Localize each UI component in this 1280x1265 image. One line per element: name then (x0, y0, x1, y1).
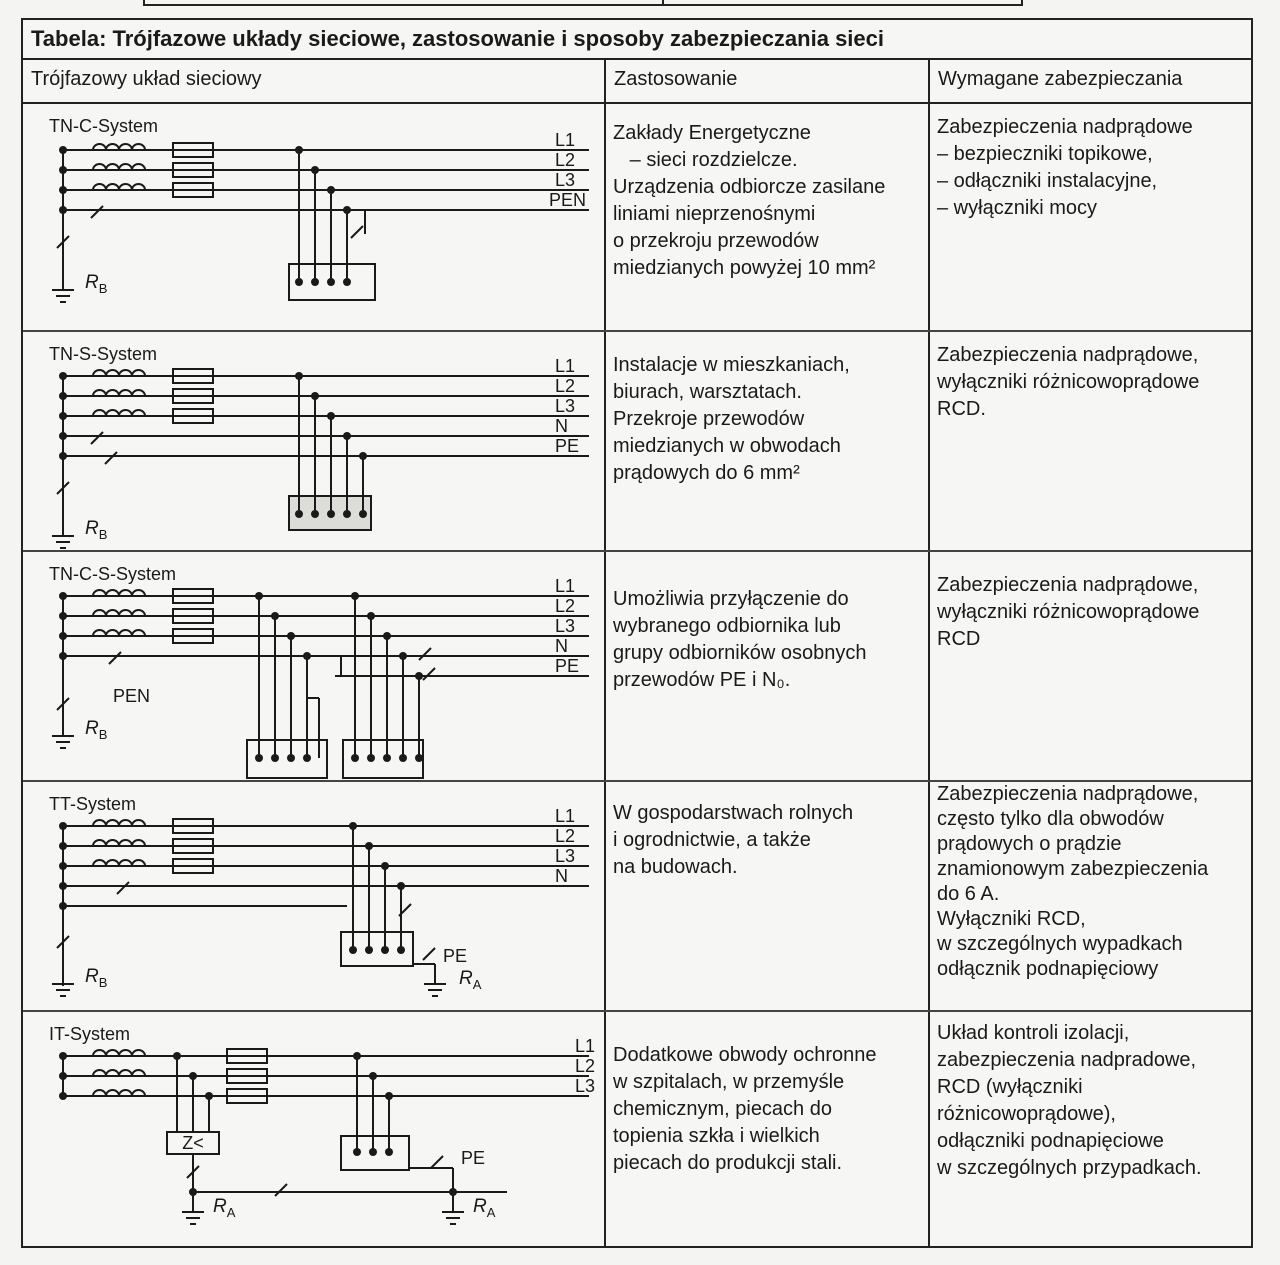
protection-text (937, 114, 1193, 222)
tap-node (205, 1092, 213, 1100)
application-line: Urządzenia odbiorcze zasilane (613, 176, 886, 198)
column-divider-1 (604, 60, 606, 1246)
switch-mark (105, 452, 117, 464)
protection-line: do 6 A. (937, 883, 1000, 905)
terminal-dot (327, 278, 335, 286)
terminal-dot (287, 754, 295, 762)
circuit-diagram (27, 104, 602, 332)
application-text (613, 1042, 877, 1177)
ground-label: $R_B$ (85, 272, 108, 296)
tap-node (415, 672, 423, 680)
wire-label: L1 (555, 806, 576, 826)
wire-label: L2 (555, 150, 576, 170)
wire-label: L3 (555, 616, 576, 636)
switch-mark (423, 948, 435, 960)
application-line: biurach, warsztatach. (613, 381, 802, 403)
application-text (613, 586, 867, 694)
protection-line: Wyłączniki RCD, (937, 908, 1086, 930)
terminal-dot (351, 754, 359, 762)
protection-line: różnicowoprądowe), (937, 1103, 1116, 1125)
protection-text (937, 1020, 1202, 1182)
circuit-diagram (27, 332, 602, 552)
protection-line: prądowych o prądzie (937, 833, 1122, 855)
wire-label: L2 (555, 376, 576, 396)
wire-label: PE (555, 436, 580, 456)
circuit-diagram (27, 782, 602, 1012)
network-systems-table (21, 18, 1253, 1248)
application-text (613, 120, 885, 282)
tap-node (271, 612, 279, 620)
application-line: wybranego odbiornika lub (613, 615, 841, 637)
tap-node (311, 392, 319, 400)
protection-line: Układ kontroli izolacji, (937, 1022, 1130, 1044)
protection-line: – wyłączniki mocy (937, 197, 1098, 219)
wire-label: L2 (555, 596, 576, 616)
ground-symbol (182, 1212, 204, 1224)
wire-label: L3 (555, 396, 576, 416)
ground-label: $R_B$ (85, 966, 108, 990)
application-line: – sieci rozdzielcze. (613, 149, 798, 171)
protection-line: wyłączniki różnicowoprądowe (937, 371, 1200, 393)
terminal-dot (255, 754, 263, 762)
protection-line: w szczególnych wypadkach (937, 933, 1183, 955)
terminal-dot (365, 946, 373, 954)
protection-text (937, 782, 1208, 982)
protection-line: Zabezpieczenia nadprądowe, (937, 574, 1199, 596)
tap-node (327, 186, 335, 194)
wire-node (59, 412, 67, 420)
wire-label: L1 (555, 356, 576, 376)
tap-node (353, 1052, 361, 1060)
ground-symbol (52, 736, 74, 748)
application-line: Zakłady Energetyczne (613, 122, 811, 144)
switch-mark (351, 226, 363, 238)
wire-label: L1 (555, 130, 576, 150)
application-line: liniami nieprzenośnymi (613, 203, 816, 225)
wire-node (59, 392, 67, 400)
wire-label: N (555, 416, 568, 436)
application-line: i ogrodnictwie, a także (613, 829, 811, 851)
protection-line: RCD (wyłączniki (937, 1076, 1083, 1098)
protection-line: znamionowym zabezpieczenia (937, 858, 1209, 880)
switch-mark (431, 1156, 443, 1168)
tap-node (287, 632, 295, 640)
application-line: Dodatkowe obwody ochronne (613, 1044, 877, 1066)
header-system: Trójfazowy układ sieciowy (23, 60, 606, 104)
switch-mark (423, 668, 435, 680)
pen-label: PEN (113, 686, 151, 706)
protection-line: odłączniki podnapięciowe (937, 1130, 1164, 1152)
terminal-dot (327, 510, 335, 518)
tap-node (327, 412, 335, 420)
wire-node (59, 206, 67, 214)
header-application: Zastosowanie (606, 60, 930, 104)
terminal-dot (311, 278, 319, 286)
ground-symbol (52, 536, 74, 548)
switch-mark (91, 432, 103, 444)
wire-label: PEN (549, 190, 587, 210)
protection-text (937, 342, 1199, 423)
wire-node (59, 372, 67, 380)
terminal-dot (295, 510, 303, 518)
wire-label: L1 (555, 576, 576, 596)
wire-label: L2 (555, 826, 576, 846)
application-line: W gospodarstwach rolnych (613, 802, 854, 824)
protection-line: zabezpieczenia nadpradowe, (937, 1049, 1197, 1071)
tap-node (385, 1092, 393, 1100)
tap-node (255, 592, 263, 600)
terminal-dot (399, 754, 407, 762)
application-line: grupy odbiorników osobnych (613, 642, 867, 664)
terminal-dot (353, 1148, 361, 1156)
switch-mark (117, 882, 129, 894)
tap-node (343, 432, 351, 440)
protection-line: odłącznik podnapięciowy (937, 958, 1159, 980)
application-line: przewodów PE i N₀. (613, 669, 791, 691)
tap-node (381, 862, 389, 870)
top-strip (143, 0, 1023, 6)
tap-node (303, 652, 311, 660)
tap-node (349, 822, 357, 830)
header-protection: Wymagane zabezpieczania (930, 60, 1253, 104)
system-name: TN-C-System (49, 116, 158, 136)
ground-label-2: $R_A$ (459, 968, 482, 992)
application-line: piecach do produkcji stali. (613, 1152, 843, 1174)
circuit-diagram (27, 552, 602, 782)
wire-node (59, 452, 67, 460)
terminal-dot (385, 1148, 393, 1156)
tap-node (359, 452, 367, 460)
system-name: TT-System (49, 794, 137, 814)
system-name: IT-System (49, 1024, 131, 1044)
application-line: Instalacje w mieszkaniach, (613, 354, 850, 376)
terminal-dot (415, 754, 423, 762)
application-text (613, 800, 853, 881)
monitor-label: Z< (182, 1133, 204, 1153)
ground-symbol (52, 290, 74, 302)
ground-label: $R_B$ (85, 518, 108, 542)
switch-mark (419, 648, 431, 660)
wire-node (59, 166, 67, 174)
protection-line: często tylko dla obwodów (937, 808, 1164, 830)
switch-mark (275, 1184, 287, 1196)
tap-node (399, 652, 407, 660)
application-line: na budowach. (613, 856, 738, 878)
tap-node (367, 612, 375, 620)
protection-line: Zabezpieczenia nadprądowe, (937, 344, 1199, 366)
terminal-dot (311, 510, 319, 518)
wire-node (59, 432, 67, 440)
tap-node (295, 372, 303, 380)
tap-node (369, 1072, 377, 1080)
top-strip-divider (662, 0, 664, 6)
system-name: TN-S-System (49, 344, 157, 364)
column-divider-2 (928, 60, 930, 1246)
application-line: miedzianych powyżej 10 mm² (613, 257, 876, 279)
terminal-dot (381, 946, 389, 954)
pe-label: PE (443, 946, 468, 966)
wire-label: L3 (555, 846, 576, 866)
switch-mark (109, 652, 121, 664)
protection-line: RCD. (937, 398, 986, 420)
system-name: TN-C-S-System (49, 564, 176, 584)
terminal-dot (271, 754, 279, 762)
circuit-diagram (27, 1012, 602, 1248)
tap-node (173, 1052, 181, 1060)
table-title: Tabela: Trójfazowe układy sieciowe, zastosowanie i sposoby zabezpieczania sieci (23, 20, 1251, 60)
protection-line: wyłączniki różnicowoprądowe (937, 601, 1200, 623)
wire-node (59, 186, 67, 194)
application-text (613, 352, 850, 487)
application-line: prądowych do 6 mm² (613, 462, 800, 484)
ground-symbol-2 (442, 1212, 464, 1224)
pe-label: PE (461, 1148, 486, 1168)
tap-node (351, 592, 359, 600)
application-line: miedzianych w obwodach (613, 435, 841, 457)
wire-node (59, 146, 67, 154)
tap-node (311, 166, 319, 174)
tap-node (397, 882, 405, 890)
wire-label: L3 (575, 1076, 596, 1096)
wire-label: N (555, 636, 568, 656)
application-line: Umożliwia przyłączenie do (613, 588, 849, 610)
application-line: chemicznym, piecach do (613, 1098, 832, 1120)
terminal-dot (369, 1148, 377, 1156)
wire-label: PE (555, 656, 580, 676)
ground-label: $R_B$ (85, 718, 108, 742)
protection-line: Zabezpieczenia nadprądowe, (937, 783, 1199, 805)
wire-label: L1 (575, 1036, 596, 1056)
tap-node (383, 632, 391, 640)
protection-line: w szczególnych przypadkach. (937, 1157, 1202, 1179)
ground-symbol-2 (424, 984, 446, 996)
tap-node (189, 1072, 197, 1080)
wire-label: L2 (575, 1056, 596, 1076)
tap-node (343, 206, 351, 214)
terminal-dot (383, 754, 391, 762)
application-line: topienia szkła i wielkich (613, 1125, 820, 1147)
terminal-dot (343, 278, 351, 286)
protection-text (937, 572, 1199, 653)
terminal-dot (367, 754, 375, 762)
protection-line: – odłączniki instalacyjne, (937, 170, 1158, 192)
application-line: o przekroju przewodów (613, 230, 819, 252)
protection-line: Zabezpieczenia nadprądowe (937, 116, 1193, 138)
terminal-dot (343, 510, 351, 518)
wire-label: N (555, 866, 568, 886)
protection-line: – bezpieczniki topikowe, (937, 143, 1153, 165)
application-line: Przekroje przewodów (613, 408, 805, 430)
terminal-dot (359, 510, 367, 518)
terminal-dot (349, 946, 357, 954)
switch-mark (91, 206, 103, 218)
terminal-dot (303, 754, 311, 762)
ground-label-2: $R_A$ (473, 1196, 496, 1220)
tap-node (295, 146, 303, 154)
terminal-dot (397, 946, 405, 954)
protection-line: RCD (937, 628, 981, 650)
ground-label: $R_A$ (213, 1196, 236, 1220)
terminal-dot (295, 278, 303, 286)
tap-node (365, 842, 373, 850)
wire-label: L3 (555, 170, 576, 190)
application-line: w szpitalach, w przemyśle (613, 1071, 845, 1093)
